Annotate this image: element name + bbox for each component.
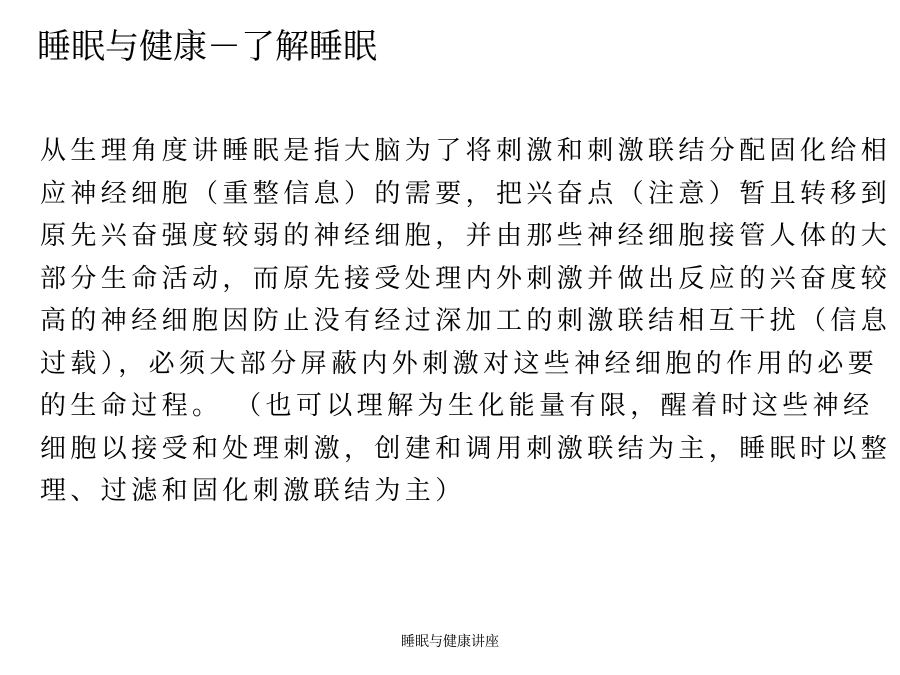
body-line: 理、过滤和固化刺激联结为主） xyxy=(40,476,466,506)
body-line: 细胞以接受和处理刺激，创建和调用刺激联结为主，睡眠时以整 xyxy=(40,433,892,464)
body-line: 过载），必须大部分屏蔽内外刺激对这些神经细胞的作用的必要 xyxy=(40,348,879,379)
body-line: 部分生命活动，而原先接受处理内外刺激并做出反应的兴奋度较 xyxy=(40,263,892,294)
slide-body-text xyxy=(40,130,890,513)
slide-title: 睡眠与健康－了解睡眠 xyxy=(37,27,377,67)
body-line: 高的神经细胞因防止没有经过深加工的刺激联结相互干扰（信息 xyxy=(40,306,892,336)
slide-footer: 睡眠与健康讲座 xyxy=(401,634,499,650)
body-line: 应神经细胞（重整信息）的需要，把兴奋点（注意）暂且转移到 xyxy=(40,178,892,209)
body-line: 的生命过程。 （也可以理解为生化能量有限，醒着时这些神经 xyxy=(40,391,874,421)
body-line: 从生理角度讲睡眠是指大脑为了将刺激和刺激联结分配固化给相 xyxy=(40,136,892,166)
body-line: 原先兴奋强度较弱的神经细胞，并由那些神经细胞接管人体的大 xyxy=(40,221,892,251)
